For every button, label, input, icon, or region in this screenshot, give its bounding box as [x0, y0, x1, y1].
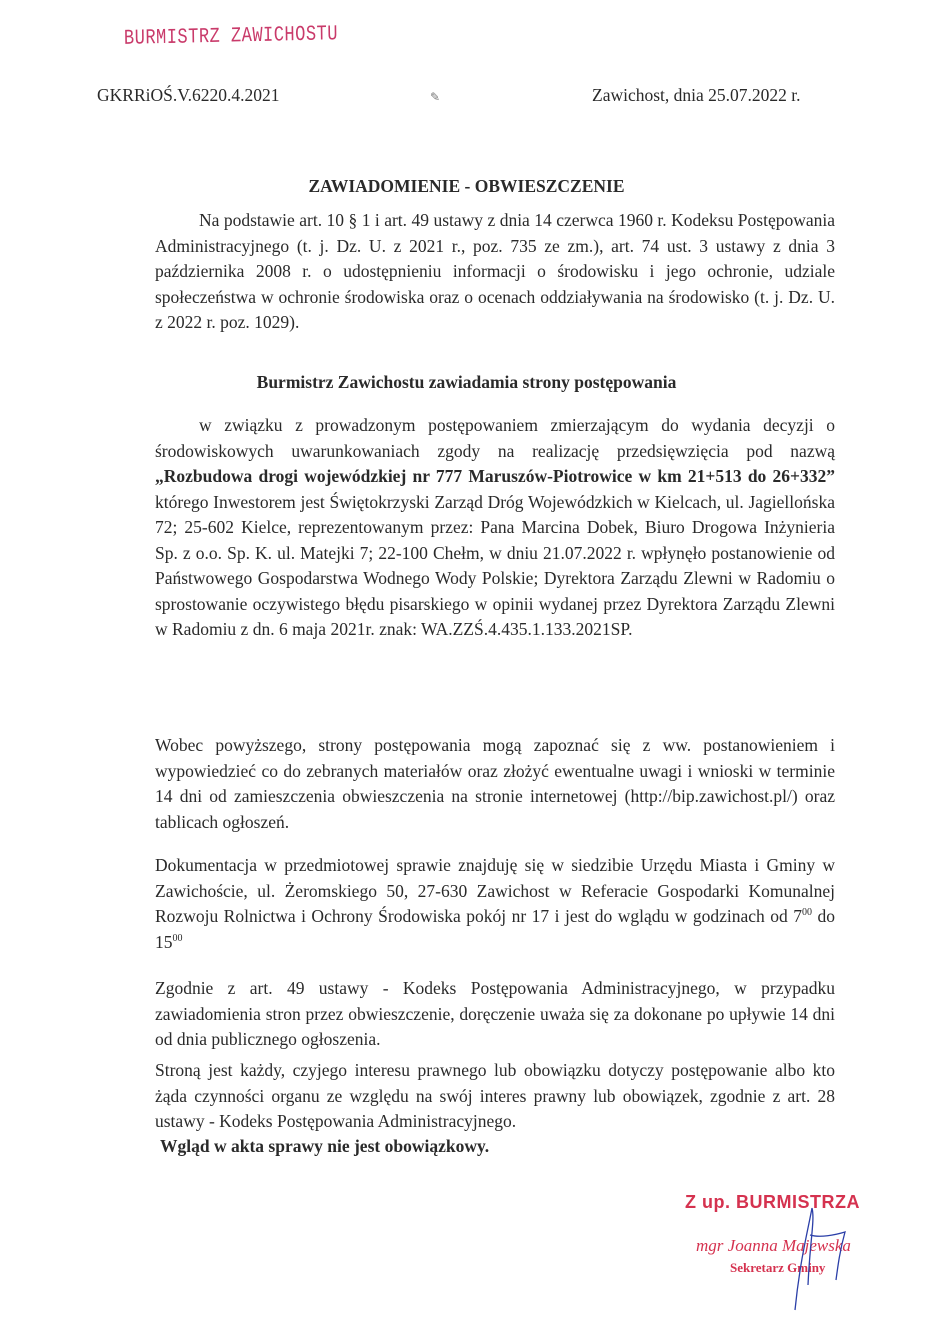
project-name: „Rozbudowa drogi wojewódzkiej nr 777 Maruszów-Piotrowice w km 21+513 do 26+332”	[155, 466, 835, 486]
document-date: Zawichost, dnia 25.07.2022 r.	[592, 85, 801, 105]
hour-to-minutes: 00	[172, 932, 183, 944]
paragraph-dokumentacja	[155, 853, 835, 955]
closing-statement: Wgląd w akta sprawy nie jest obowiązkowy.	[160, 1136, 490, 1156]
office-stamp: BURMISTRZ ZAWICHOSTU	[123, 22, 339, 52]
pen-mark-icon: ✎	[430, 90, 441, 104]
paragraph-wobec-text: Wobec powyższego, strony postępowania mogą zapoznać się z ww. postanowieniem i wypowiedzieć co do zebranych materiałów oraz złożyć ewentualne uwagi i wnioski w terminie 14 dni od zamieszczenia obwieszczenia na stronie internetowej (http://bip.zawichost.pl/) oraz tablicach ogłoszeń.	[155, 735, 835, 832]
signature-heading: Z up. BURMISTRZA	[685, 1192, 860, 1212]
paragraph-wobec	[155, 733, 835, 835]
intro-paragraph: Na podstawie art. 10 § 1 i art. 49 ustawy z dnia 14 czerwca 1960 r. Kodeksu Postępowania Administracyjnego (t. j. Dz. U. z 2021 r., poz. 735 ze zm.), art. 74 ust. 3 ustawy z dnia 3 października 2008 r. o udostępnieniu informacji o środowisku i jego ochronie, udziale społeczeństwa w ochronie środowiska oraz o ocenach oddziaływania na środowisko (t. j. Dz. U. z 2022 r. poz. 1029).	[155, 210, 835, 332]
hour-from: 7	[793, 906, 803, 926]
main-paragraph	[155, 413, 835, 643]
paragraph-zgodnie: Zgodnie z art. 49 ustawy - Kodeks Postępowania Administracyjnego, w przypadku zawiadomienia stron przez obwieszczenie, doręczenie uważa się za dokonane po upływie 14 dni od dnia publicznego ogłoszenia.	[155, 978, 835, 1049]
main-paragraph-text-1: w związku z prowadzonym postępowaniem zmierzającym do wydania decyzji o środowiskowych uwarunkowaniach zgody na realizację przedsięwzięcia pod nazwą	[155, 415, 835, 461]
signatory-name: mgr Joanna Majewska	[696, 1236, 851, 1255]
handwritten-signature-icon	[640, 1180, 933, 1327]
dokumentacja-text: Dokumentacja w przedmiotowej sprawie znajduję się w siedzibie Urzędu Miasta i Gminy w Zawichoście, ul. Żeromskiego 50, 27-630 Zawichost w Referacie Gospodarki Komunalnej Rozwoju Rolnictwa i Ochrony Środowiska pokój nr 17 i jest do wglądu w godzinach od	[155, 855, 835, 926]
hour-from-minutes: 00	[802, 907, 813, 919]
document-title: ZAWIADOMIENIE - OBWIESZCZENIE	[308, 176, 625, 196]
signatory-role: Sekretarz Gminy	[730, 1260, 826, 1275]
hour-between: do	[812, 906, 835, 926]
section-subtitle: Burmistrz Zawichostu zawiadamia strony postępowania	[256, 372, 677, 392]
reference-number: GKRRiOŚ.V.6220.4.2021	[97, 85, 280, 105]
main-paragraph-text-2: którego Inwestorem jest Świętokrzyski Zarząd Dróg Wojewódzkich w Kielcach, ul. Jagiellońska 72; 25-602 Kielce, reprezentowanym przez: Pana Marcina Dobek, Biuro Drogowa Inżynieria Sp. z o.o. Sp. K. ul. Matejki 7; 22-100 Chełm, w dniu 21.07.2022 r. wpłynęło postanowienie od Państwowego Gospodarstwa Wodnego Wody Polskie; Dyrektora Zarządu Zlewni w Radomiu o sprostowanie oczywistego błędu pisarskiego w opinii wydanej przez Dyrektora Zarządu Zlewni w Radomiu z dn. 6 maja 2021r. znak: WA.ZZŚ.4.435.1.133.2021SP.	[155, 491, 835, 639]
hour-to: 15	[155, 931, 173, 952]
paragraph-strona: Stroną jest każdy, czyjego interesu prawnego lub obowiązku dotyczy postępowanie albo kto żąda czynności organu ze względu na swój interes prawny lub obowiązek, zgodnie z art. 28 ustawy - Kodeks Postępowania Administracyjnego.	[155, 1060, 835, 1131]
signature-block	[640, 1180, 933, 1327]
